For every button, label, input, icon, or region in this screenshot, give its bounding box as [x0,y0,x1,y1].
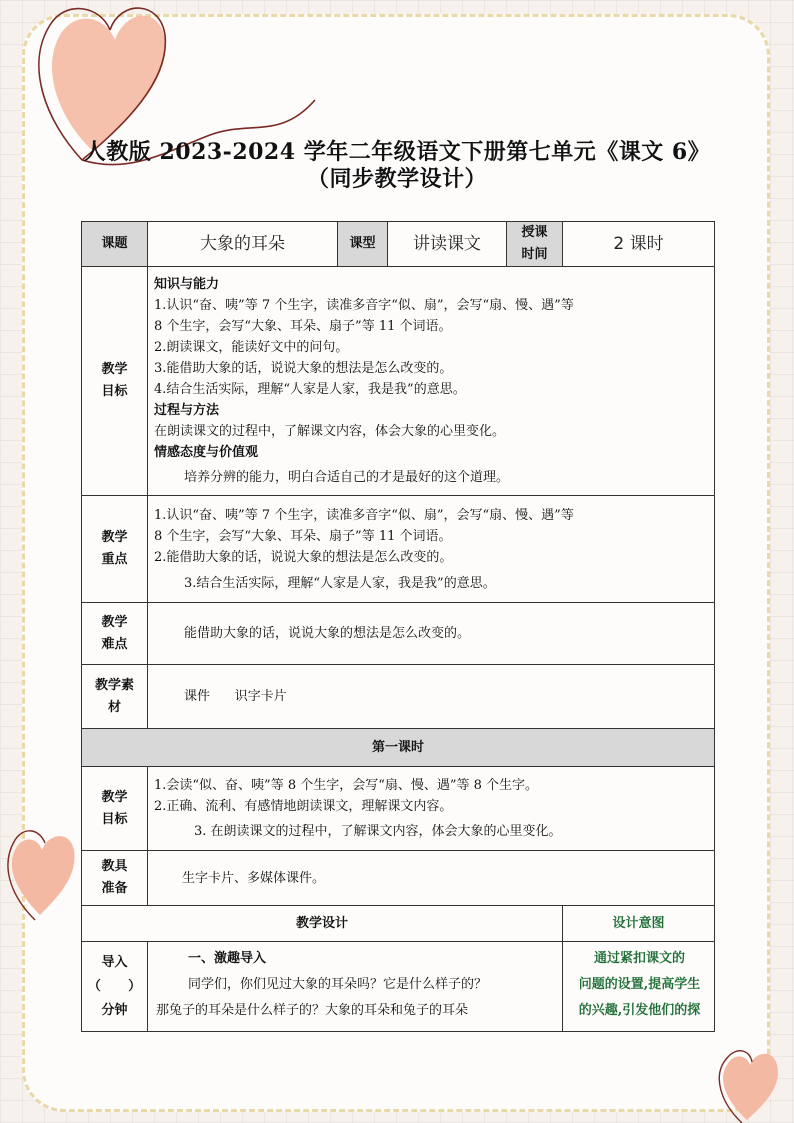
lesson-goals-row [82,767,715,851]
goals-line: 8 个生字，会写“大象、耳朵、扇子”等 11 个词语。 [154,319,452,334]
stage-label-line2: （ ） [87,978,142,994]
goals-heading-emotion: 情感态度与价值观 [154,445,259,460]
lesson-goals-label [82,767,148,851]
key-content [148,496,715,603]
design-paragraph: 那兔子的耳朵是什么样子的？大象的耳朵和兔子的耳朵 [156,1003,469,1018]
tools-label [82,851,148,906]
key-line: 1.认识“奋、咦”等 7 个生字，读准多音字“似、扇”，会写“扇、慢、遇”等 [154,507,574,523]
design-intro-row [82,942,715,1032]
goals-heading-knowledge: 知识与能力 [154,277,220,292]
lesson-goals-content [148,767,715,851]
tools-row [82,851,715,906]
time-label-line2: 时间 [521,247,548,262]
lesson-goals-line: 3. 在朗读课文的过程中，了解课文内容，体会大象的心里变化。 [194,824,562,839]
goals-line: 4.结合生活实际，理解“人家是人家，我是我”的意思。 [154,382,466,397]
design-content [148,942,563,1032]
lesson1-title: 第一课时 [82,729,715,767]
key-line: 3.结合生活实际，理解“人家是人家，我是我”的意思。 [184,575,496,591]
key-label-line1: 教学 [101,530,128,545]
design-paragraph: 同学们，你们见过大象的耳朵吗？它是什么样子的？ [188,977,488,992]
key-label-line2: 重点 [101,552,128,567]
goals-line: 2.朗读课文，能读好文中的问句。 [154,340,349,355]
document-title: 人教版 2023-2024 学年二年级语文下册第七单元《课文 6》 [83,139,711,165]
heart-decoration-left [0,815,90,925]
key-line: 2.能借助大象的话，说说大象的想法是怎么改变的。 [154,549,453,565]
difficulty-content: 能借助大象的话，说说大象的想法是怎么改变的。 [148,603,715,665]
difficulty-row [82,603,715,665]
goals-line: 1.认识“奋、咦”等 7 个生字，读准多音字“似、扇”，会写“扇、慢、遇”等 [154,298,574,313]
materials-label-line1: 教学素 [94,677,134,693]
time-label [507,222,563,267]
lesson-plan-table [81,221,715,1032]
intent-line: 问题的设置,提高学生 [578,977,701,992]
step-title: 一、激趣导入 [188,951,267,966]
tools-label-line1: 教具 [101,859,128,874]
design-header: 教学设计 [82,906,563,942]
document-subtitle: （同步教学设计） [306,166,487,192]
materials-label [82,665,148,729]
tools-content: 生字卡片、多媒体课件。 [148,851,715,906]
goals-line: 培养分辨的能力，明白合适自己的才是最好的这个道理。 [184,470,510,485]
time-value: 2 课时 [563,222,715,267]
goals-content [148,267,715,496]
intent-line: 的兴趣,引发他们的探 [578,1003,701,1018]
key-line: 8 个生字，会写“大象、耳朵、扇子”等 11 个词语。 [154,528,452,544]
difficulty-label [82,603,148,665]
time-label-line1: 授课 [521,225,548,240]
lesson-goals-label-line1: 教学 [101,789,128,805]
stage-label [82,942,148,1032]
design-header-row [82,906,715,942]
intent-header: 设计意图 [563,906,715,942]
goals-label-line1: 教学 [101,362,128,377]
goals-row [82,267,715,496]
goals-label [82,267,148,496]
topic-label: 课题 [82,222,148,267]
tools-label-line2: 准备 [101,881,128,896]
lesson1-row [82,729,715,767]
goals-heading-process: 过程与方法 [154,403,220,418]
goals-line: 3.能借助大象的话，说说大象的想法是怎么改变的。 [154,361,453,376]
header-row [82,222,715,267]
goals-line: 在朗读课文的过程中，了解课文内容，体会大象的心里变化。 [154,424,506,439]
lesson-goals-line: 2.正确、流利、有感情地朗读课文，理解课文内容。 [154,799,453,814]
stage-label-line1: 导入 [101,954,128,970]
difficulty-label-line2: 难点 [101,636,128,652]
topic-value: 大象的耳朵 [148,222,338,267]
goals-label-line2: 目标 [101,384,128,399]
lesson-goals-label-line2: 目标 [101,811,128,827]
difficulty-label-line1: 教学 [101,614,128,630]
intent-line: 通过紧扣课文的 [594,951,686,966]
materials-content: 课件 识字卡片 [148,665,715,729]
materials-row [82,665,715,729]
key-points-row [82,496,715,603]
stage-label-line3: 分钟 [101,1002,128,1018]
heart-decoration-bottom-right [712,1040,794,1123]
intent-content [563,942,715,1032]
type-value: 讲读课文 [388,222,507,267]
type-label: 课型 [338,222,388,267]
key-label [82,496,148,603]
materials-label-line2: 材 [107,699,121,715]
lesson-goals-line: 1.会读“似、奋、咦”等 8 个生字，会写“扇、慢、遇”等 8 个生字。 [154,778,539,793]
